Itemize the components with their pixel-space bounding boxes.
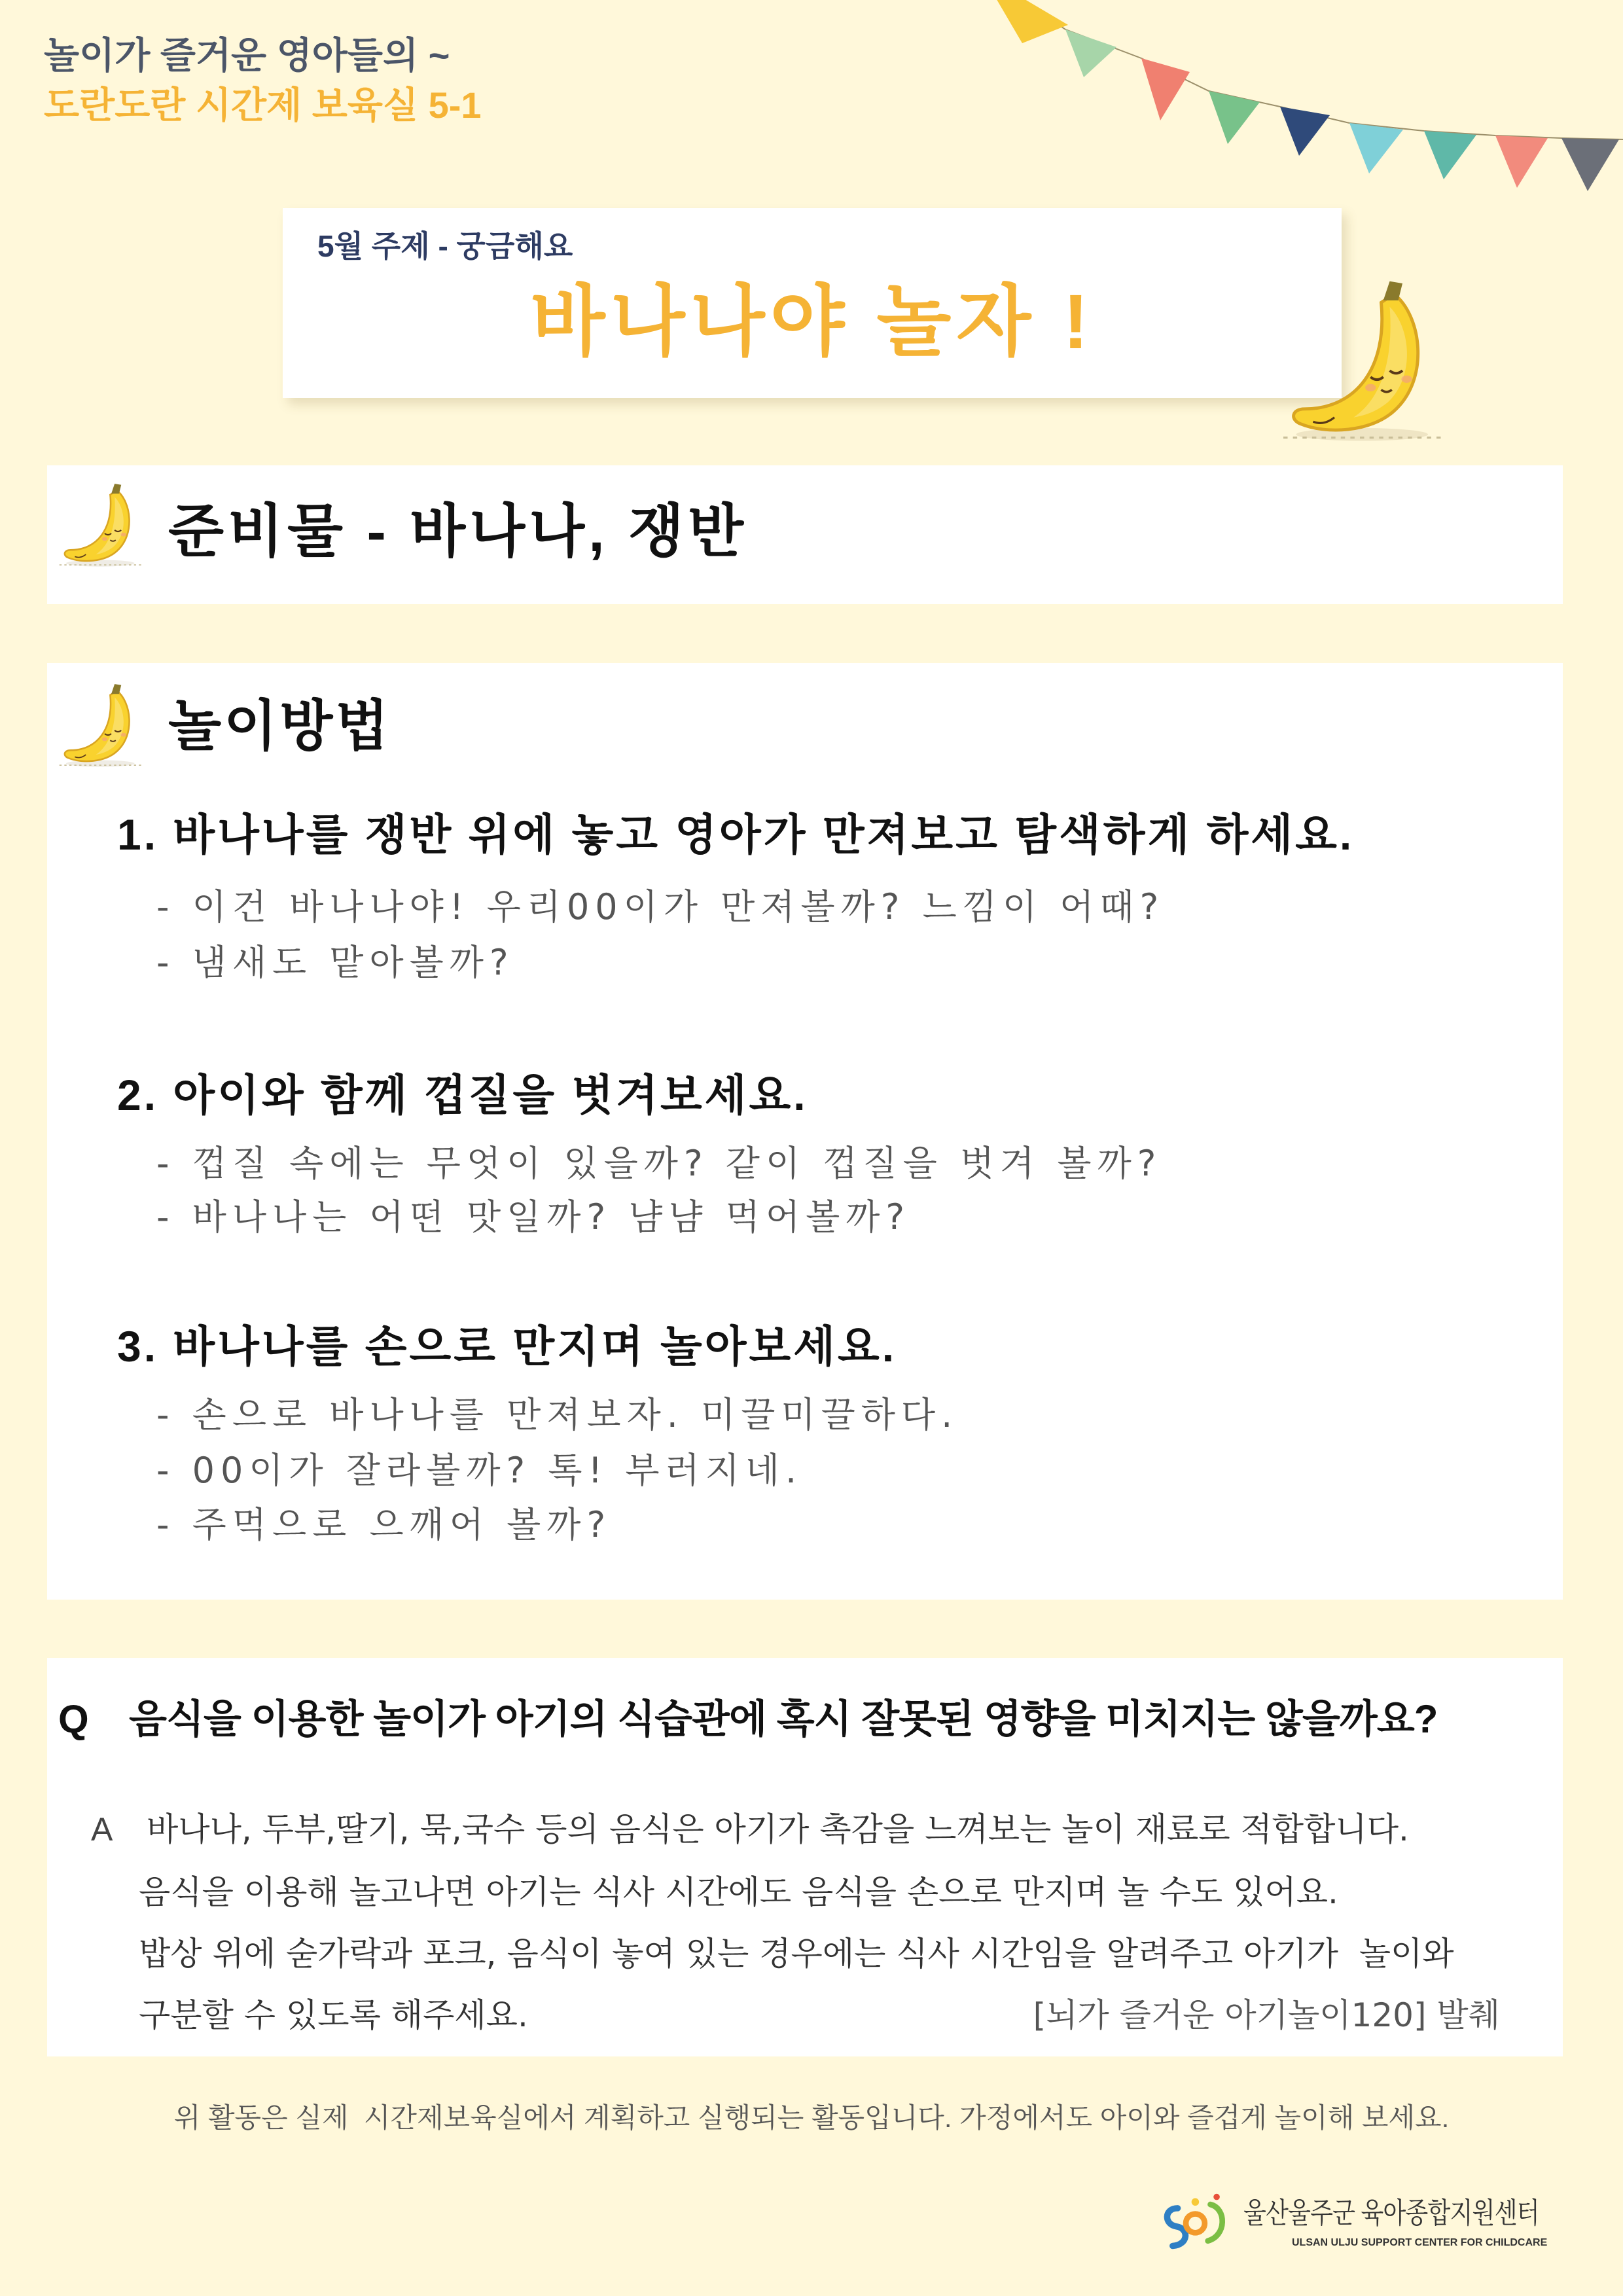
materials-text: 준비물 - 바나나, 쟁반 [168,499,748,564]
banana-icon [55,471,143,579]
banana-icon [55,671,143,779]
answer-line: 밥상 위에 숟가락과 포크, 음식이 놓여 있는 경우에는 식사 시간임을 알려주고 아기가 놀이와 [139,1935,1454,1973]
answer-line: 구분할 수 있도록 해주세요. [139,1996,528,2034]
title-card [283,208,1342,398]
banana-icon [1255,275,1465,445]
materials-section [47,465,1563,604]
header-line-1: 놀이가 즐거운 영아들의 ~ [44,35,450,76]
step-line: - 껍질 속에는 무엇이 있을까? 같이 껍질을 벗겨 볼까? [156,1143,1162,1184]
question-text: 음식을 이용한 놀이가 아기의 식습관에 혹시 잘못된 영향을 미치지는 않을까요? [129,1697,1438,1741]
step-line: - 손으로 바나나를 만져보자. 미끌미끌하다. [156,1394,959,1435]
bunting-flag [1349,123,1403,173]
logo-name-english: ULSAN ULJU SUPPORT CENTER FOR CHILDCARE [1292,2237,1548,2248]
footer-note: 위 활동은 실제 시간제보육실에서 계획하고 실행되는 활동입니다. 가정에서도 아이와 즐겁게 놀이해 보세요. [173,2102,1450,2133]
answer-line: 바나나, 두부,딸기, 묵,국수 등의 음식은 아기가 촉감을 느껴보는 놀이 재료로 적합합니다. [147,1810,1409,1848]
bunting-flag [1065,29,1116,77]
theme-subtitle: 5월 주제 - 궁금해요 [317,229,573,263]
bunting-flag [1141,58,1190,120]
logo-mark-icon [1156,2191,1232,2253]
method-heading: 놀이방법 [168,695,391,757]
step-line: - 00이가 잘라볼까? 톡! 부러지네. [156,1450,803,1491]
step-line: - 냄새도 맡아볼까? [156,942,514,983]
header-line-2: 도란도란 시간제 보육실 5-1 [44,84,482,126]
source-citation: [뇌가 즐거운 아기놀이120] 발췌 [1033,1996,1500,2034]
bunting-flag [982,0,1068,43]
step-title: 3. 바나나를 손으로 만지며 놀아보세요. [117,1322,897,1371]
step-line: - 바나나는 어떤 맛일까? 냠냠 먹어볼까? [156,1196,911,1238]
step-line: - 주먹으로 으깨어 볼까? [156,1504,612,1545]
page-title: 바나나야 놀자 ! [530,279,1094,365]
step-line: - 이건 바나나야! 우리00이가 만져볼까? 느낌이 어때? [156,886,1165,927]
step-title: 2. 아이와 함께 껍질을 벗겨보세요. [117,1071,808,1119]
answer-label: A [91,1811,113,1848]
bunting-flag [1495,135,1548,188]
bunting-flag [1424,131,1476,179]
logo-name-korean: 울산울주군 육아종합지원센터 [1243,2197,1539,2229]
bunting-flag [1561,138,1619,191]
qa-section [47,1658,1563,2056]
question-label: Q [58,1697,89,1741]
bunting-flag [1209,91,1260,144]
method-section [47,663,1563,1600]
bunting-flag [1280,107,1330,156]
step-title: 1. 바나나를 쟁반 위에 놓고 영아가 만져보고 탐색하게 하세요. [117,810,1355,859]
answer-line: 음식을 이용해 놀고나면 아기는 식사 시간에도 음식을 손으로 만지며 놀 수도 있어요. [139,1873,1338,1911]
bunting-flags-icon [969,0,1623,203]
